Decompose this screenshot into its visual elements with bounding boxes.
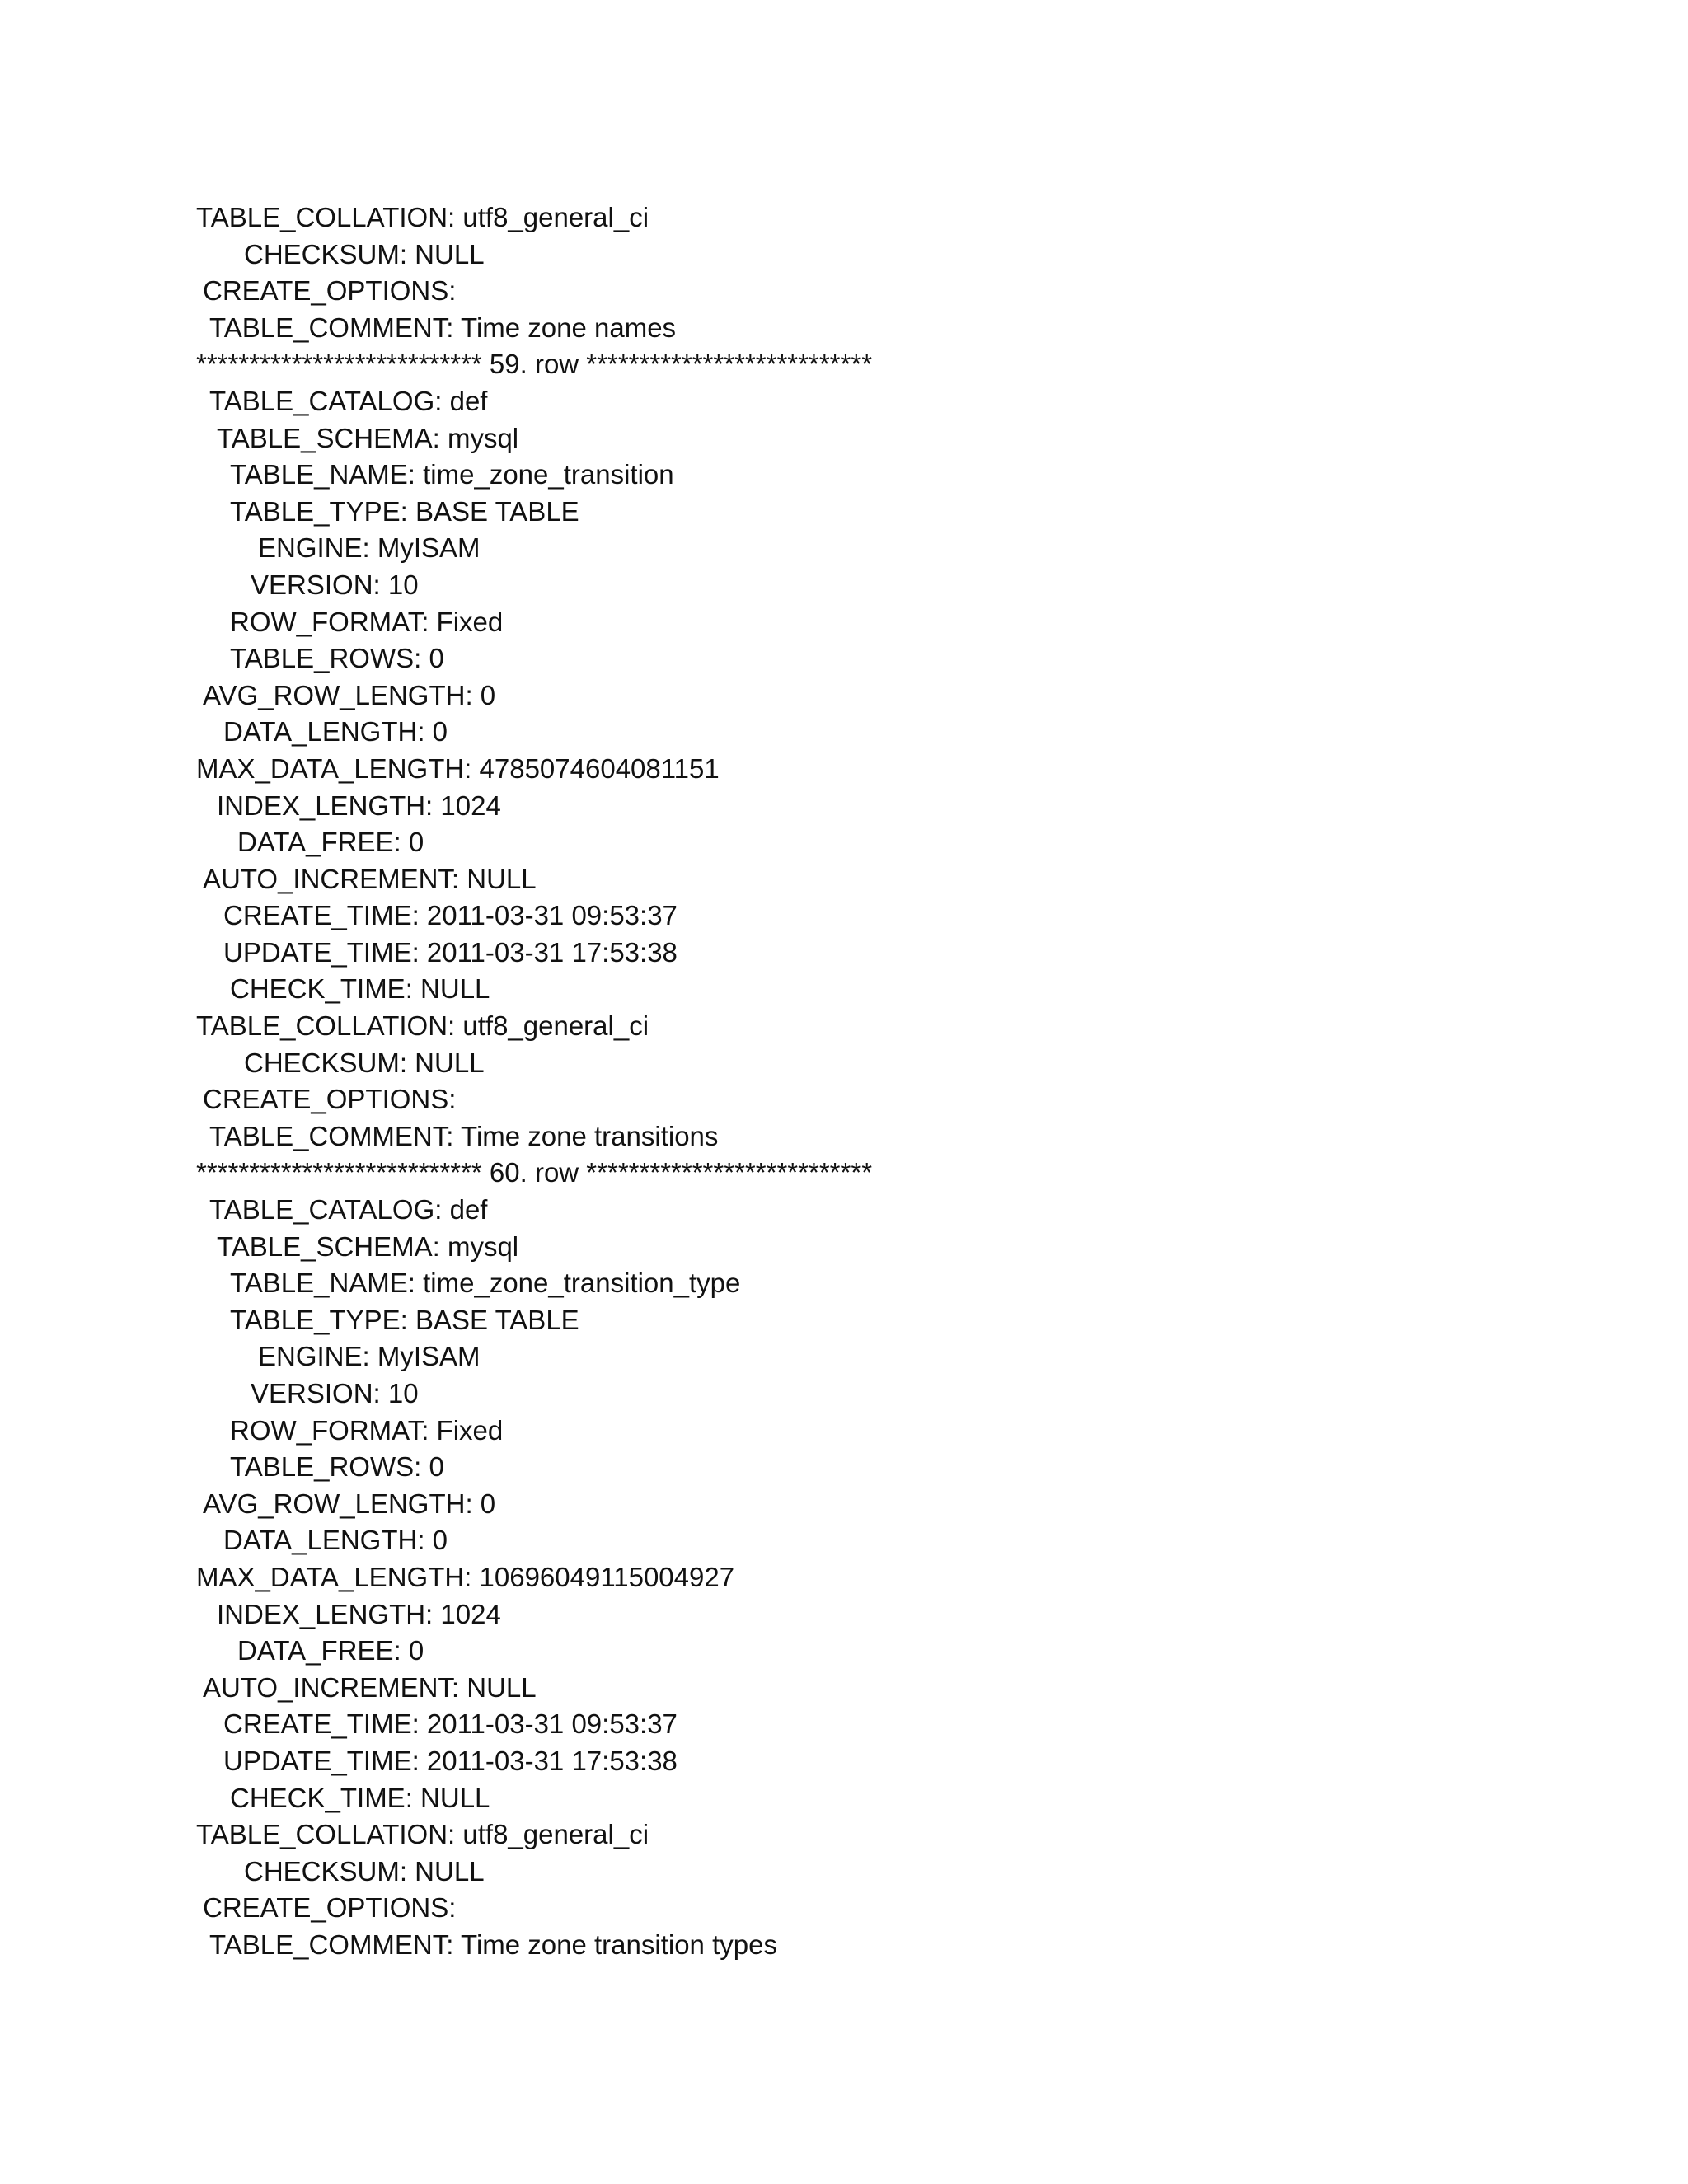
output-line: AUTO_INCREMENT: NULL <box>203 863 537 894</box>
output-line: TABLE_NAME: time_zone_transition <box>230 459 674 490</box>
output-line: AUTO_INCREMENT: NULL <box>203 1671 537 1703</box>
output-line: ENGINE: MyISAM <box>258 532 481 564</box>
row-separator: *************************** 60. row *************************** <box>196 1157 873 1188</box>
output-line: ENGINE: MyISAM <box>258 1341 481 1372</box>
query-output <box>0 199 1688 1964</box>
output-line: DATA_LENGTH: 0 <box>223 1525 448 1556</box>
output-line: TABLE_CATALOG: def <box>209 1194 488 1226</box>
output-line: ROW_FORMAT: Fixed <box>230 606 504 637</box>
output-line: MAX_DATA_LENGTH: 10696049115004927 <box>196 1561 735 1592</box>
output-line: CREATE_OPTIONS: <box>203 275 457 307</box>
output-line: CREATE_TIME: 2011-03-31 09:53:37 <box>223 1708 678 1740</box>
output-line: UPDATE_TIME: 2011-03-31 17:53:38 <box>223 1745 678 1776</box>
output-line: AVG_ROW_LENGTH: 0 <box>203 1488 496 1519</box>
output-line: CHECKSUM: NULL <box>244 1047 485 1078</box>
output-line: ROW_FORMAT: Fixed <box>230 1414 504 1446</box>
output-line: TABLE_CATALOG: def <box>209 385 488 416</box>
output-line: DATA_LENGTH: 0 <box>223 716 448 748</box>
output-line: INDEX_LENGTH: 1024 <box>217 1598 501 1629</box>
output-line: TABLE_COMMENT: Time zone names <box>209 312 677 343</box>
output-line: TABLE_TYPE: BASE TABLE <box>230 1304 579 1335</box>
row-separator: *************************** 59. row *************************** <box>196 349 873 380</box>
output-line: TABLE_COLLATION: utf8_general_ci <box>196 202 649 232</box>
output-line: TABLE_COLLATION: utf8_general_ci <box>196 1010 649 1042</box>
output-line: CHECK_TIME: NULL <box>230 973 490 1005</box>
output-line: TABLE_ROWS: 0 <box>230 1451 444 1483</box>
output-line: TABLE_SCHEMA: mysql <box>217 1230 519 1262</box>
output-line: UPDATE_TIME: 2011-03-31 17:53:38 <box>223 936 678 968</box>
output-line: TABLE_COMMENT: Time zone transition types <box>209 1929 777 1960</box>
output-line: CREATE_TIME: 2011-03-31 09:53:37 <box>223 900 678 931</box>
output-line: TABLE_SCHEMA: mysql <box>217 422 519 453</box>
output-line: VERSION: 10 <box>251 569 419 600</box>
output-line: VERSION: 10 <box>251 1378 419 1408</box>
output-line: CREATE_OPTIONS: <box>203 1892 457 1924</box>
output-line: CHECKSUM: NULL <box>244 1855 485 1886</box>
output-line: TABLE_NAME: time_zone_transition_type <box>230 1268 741 1299</box>
output-line: DATA_FREE: 0 <box>237 827 424 858</box>
output-line: TABLE_COMMENT: Time zone transitions <box>209 1120 719 1151</box>
output-line: TABLE_COLLATION: utf8_general_ci <box>196 1819 649 1850</box>
output-line: DATA_FREE: 0 <box>237 1635 424 1666</box>
output-line: CHECK_TIME: NULL <box>230 1782 490 1813</box>
output-line: MAX_DATA_LENGTH: 4785074604081151 <box>196 752 720 784</box>
output-line: TABLE_ROWS: 0 <box>230 643 444 674</box>
output-line: TABLE_TYPE: BASE TABLE <box>230 495 579 527</box>
output-line: AVG_ROW_LENGTH: 0 <box>203 679 496 710</box>
output-line: CREATE_OPTIONS: <box>203 1084 457 1115</box>
output-line: CHECKSUM: NULL <box>244 238 485 269</box>
output-line: INDEX_LENGTH: 1024 <box>217 790 501 821</box>
